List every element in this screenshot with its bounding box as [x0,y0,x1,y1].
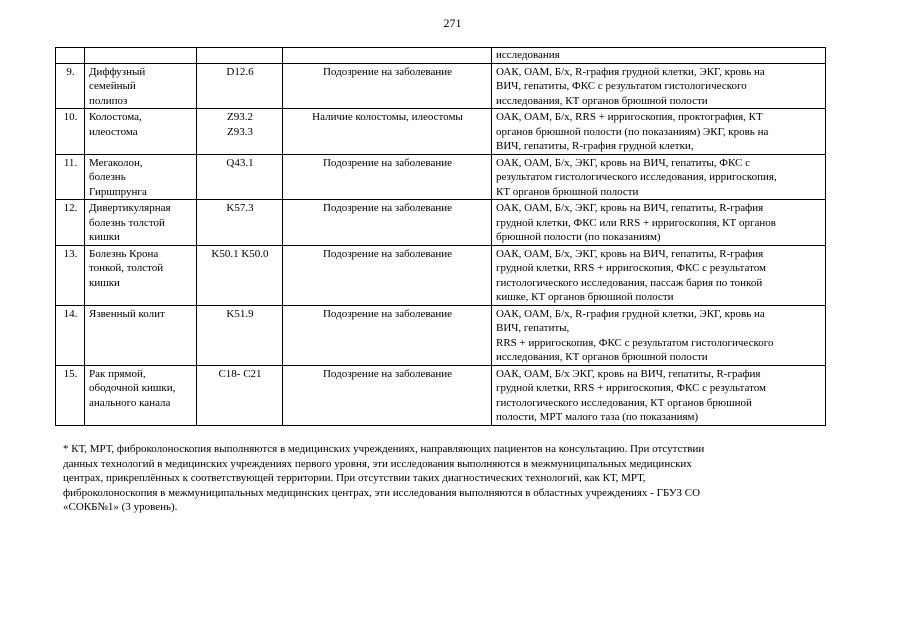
table-row [56,200,826,246]
icd-code: K50.1 K50.0 [211,247,269,260]
examination-line: ОАК, ОАМ, Б/х, R-графия грудной клетки, ЭКГ, кровь на [496,307,765,320]
examination-line: полости, МРТ малого таза (по показаниям) [496,411,699,423]
diagnosis-line: Болезнь Крона [89,247,159,260]
diagnosis-line: илеостома [89,125,138,138]
diagnosis-cell [85,63,197,109]
icd-code: Z93.3 [227,125,253,138]
examination-cell [492,365,826,425]
diagnosis-line: кишки [89,276,120,289]
table-row [56,63,826,109]
icd-code-cell [197,63,283,109]
condition-cell: Подозрение на заболевание [283,305,492,365]
examination-line: ВИЧ, гепатиты, ФКС с результатом гистологического [496,80,747,92]
examination-line: кишке, КТ органов брюшной полости [496,291,674,303]
icd-code: K51.9 [226,307,254,320]
row-number: 13. [56,245,85,305]
examination-line: органов брюшной полости (по показаниям) ЭКГ, кровь на [496,125,769,138]
diagnosis-line: Рак прямой, [89,367,146,380]
footnote-line: данных технологий в медицинских учреждениях первого уровня, эти исследования выполняются в межмуниципальных медицинских [63,457,692,470]
examination-line: ВИЧ, гепатиты, [496,322,570,334]
diagnosis-cell [85,48,197,64]
table-row [56,154,826,200]
icd-code: C18- C21 [218,367,262,380]
diagnosis-cell [85,365,197,425]
row-number: 11. [56,154,85,200]
row-number: 10. [56,109,85,155]
examination-cell [492,154,826,200]
diagnosis-line: тонкой, толстой [89,262,164,274]
examination-cell [492,245,826,305]
examination-cell [492,63,826,109]
diagnosis-line: Гиршпрунга [89,185,147,198]
diagnosis-line: Диффузный [89,65,146,78]
diagnosis-cell [85,154,197,200]
examination-cell [492,109,826,155]
condition-cell: Подозрение на заболевание [283,245,492,305]
diagnosis-line: Язвенный колит [89,307,165,320]
condition-cell: Подозрение на заболевание [283,200,492,246]
diagnosis-line: болезнь [89,171,126,183]
diagnosis-line: болезнь толстой [89,216,165,229]
examination-line: ОАК, ОАМ, Б/х, R-графия грудной клетки, ЭКГ, кровь на [496,65,765,78]
diagnosis-line: семейный [89,80,136,92]
icd-code-cell [197,154,283,200]
examination-line: ОАК, ОАМ, Б/х, RRS + ирригоскопия, проктография, КТ [496,111,763,123]
examination-line: ОАК, ОАМ, Б/х, ЭКГ, кровь на ВИЧ, гепатиты, ФКС с [496,156,750,169]
footnote-line: * КТ, МРТ, фиброколоноскопия выполняются в медицинских учреждениях, направляющих пациентов на консультацию. При отсутствии [63,443,705,455]
icd-code: Q43.1 [226,156,254,169]
diagnosis-cell [85,200,197,246]
table-row [56,305,826,365]
examination-line: ОАК, ОАМ, Б/х ЭКГ, кровь на ВИЧ, гепатиты, R-графия [496,367,761,380]
condition-cell: Наличие колостомы, илеостомы [283,109,492,155]
page-number: 271 [443,16,462,30]
icd-code: D12.6 [226,65,254,78]
examination-cell [492,200,826,246]
table-row-continuation [56,48,826,64]
icd-code-cell [197,305,283,365]
examination-line: грудной клетки, RRS + ирригоскопия, ФКС с результатом [496,382,766,394]
examination-cell [492,305,826,365]
examination-line: ОАК, ОАМ, Б/х, ЭКГ, кровь на ВИЧ, гепатиты, R-графия [496,202,764,214]
icd-code-cell [197,245,283,305]
diagnostics-table [55,47,826,426]
footnote-line: «СОКБ№1» (3 уровень). [63,501,178,513]
footnote [63,442,833,515]
examination-line: грудной клетки, RRS + ирригоскопия, ФКС с результатом [496,262,766,274]
row-number: 14. [56,305,85,365]
examination-line: брюшной полости (по показаниям) [496,231,661,243]
table-row [56,245,826,305]
row-number: 9. [56,63,85,109]
diagnosis-cell [85,305,197,365]
condition-cell: Подозрение на заболевание [283,365,492,425]
row-number: 15. [56,365,85,425]
examination-line: RRS + ирригоскопия, ФКС с результатом гистологического [496,336,774,349]
icd-code: Z93.2 [227,111,253,123]
examination-line: грудной клетки, ФКС или RRS + ирригоскопия, КТ органов [496,216,776,229]
diagnosis-line: ободочной кишки, [89,382,176,394]
examination-line: гистологического исследования, пассаж бария по тонкой [496,276,763,289]
icd-code-cell [197,48,283,64]
diagnosis-cell [85,245,197,305]
diagnosis-line: Дивертикулярная [89,202,171,214]
examination-line: исследования, КТ органов брюшной полости [496,351,708,363]
examination-line: ВИЧ, гепатиты, R-графия грудной клетки, [496,140,694,152]
icd-code: K57.3 [226,202,254,214]
examination-line: исследования, КТ органов брюшной полости [496,94,708,107]
condition-cell: Подозрение на заболевание [283,154,492,200]
number-cell [56,48,85,64]
row-number: 12. [56,200,85,246]
examination-line: гистологического исследования, КТ органов брюшной [496,396,752,409]
diagnosis-line: Мегаколон, [89,156,143,169]
examination-cell: исследования [492,48,826,64]
examination-line: ОАК, ОАМ, Б/х, ЭКГ, кровь на ВИЧ, гепатиты, R-графия [496,247,764,260]
table-row [56,109,826,155]
diagnosis-cell [85,109,197,155]
diagnosis-line: Колостома, [89,111,142,123]
condition-cell: Подозрение на заболевание [283,63,492,109]
condition-cell [283,48,492,64]
diagnosis-line: анального канала [89,396,171,409]
footnote-line: центрах, прикреплённых к соответствующей территории. При отсутствии таких диагностических технологий, как КТ, МРТ, [63,472,646,484]
examination-line: результатом гистологического исследования, ирригоскопия, [496,171,777,183]
examination-line: КТ органов брюшной полости [496,185,639,198]
footnote-line: фиброколоноскопия в межмуниципальных медицинских центрах, эти исследования выполняются в областных учреждениях - ГБУЗ СО [63,486,701,499]
diagnosis-line: полипоз [89,94,128,107]
icd-code-cell [197,109,283,155]
icd-code-cell [197,200,283,246]
diagnosis-line: кишки [89,231,120,243]
table-row [56,365,826,425]
icd-code-cell [197,365,283,425]
